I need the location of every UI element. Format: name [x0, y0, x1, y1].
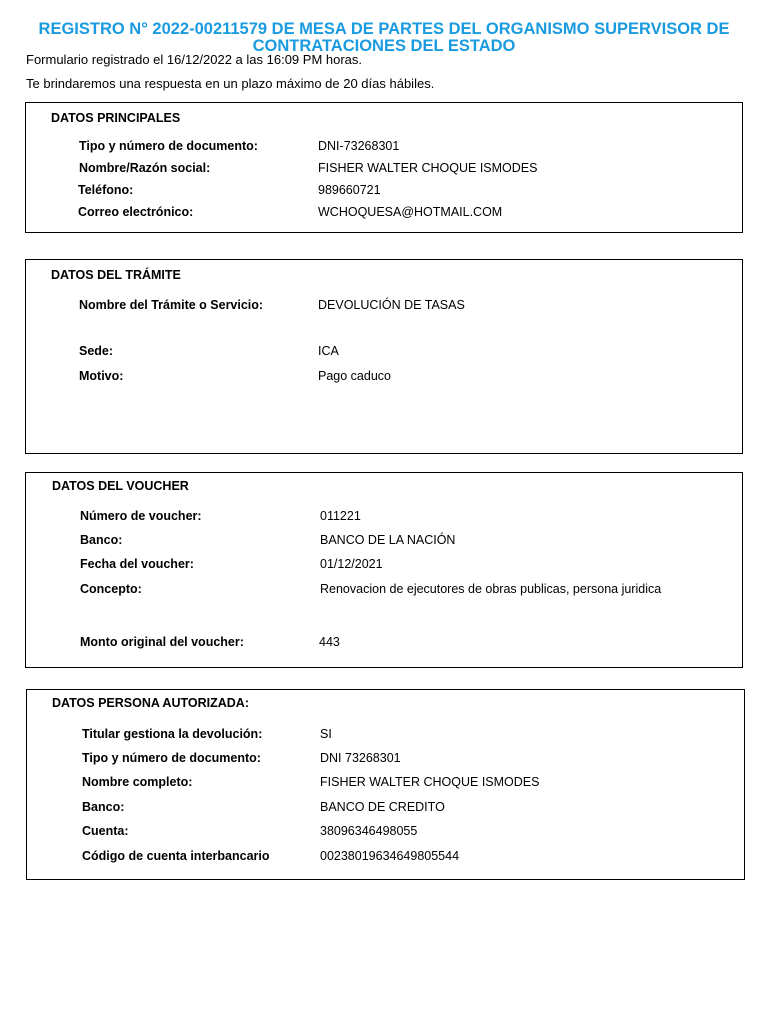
field-label: Nombre/Razón social: — [79, 161, 211, 175]
section-title: DATOS PERSONA AUTORIZADA: — [52, 696, 249, 710]
field-label: Correo electrónico: — [78, 205, 194, 219]
field-value: DNI-73268301 — [318, 139, 400, 153]
field-value: DNI 73268301 — [320, 751, 401, 765]
section-title: DATOS DEL TRÁMITE — [51, 268, 181, 282]
field-label: Monto original del voucher: — [80, 635, 244, 649]
title-line-1: REGISTRO N° 2022-00211579 DE MESA DE PARTES DEL ORGANISMO SUPERVISOR DE — [38, 20, 730, 38]
field-value: FISHER WALTER CHOQUE ISMODES — [318, 161, 538, 175]
field-value: 00238019634649805544 — [320, 849, 460, 863]
field-value: 443 — [319, 635, 340, 649]
field-value: DEVOLUCIÓN DE TASAS — [318, 298, 465, 312]
datos-principales-section — [25, 102, 743, 233]
field-label: Motivo: — [79, 369, 124, 383]
title-line-2: CONTRATACIONES DEL ESTADO — [252, 37, 516, 55]
field-value: 38096346498055 — [320, 824, 418, 838]
field-value: FISHER WALTER CHOQUE ISMODES — [320, 775, 540, 789]
datos-persona-section — [26, 689, 745, 880]
field-value: Pago caduco — [318, 369, 391, 383]
field-value: 989660721 — [318, 183, 381, 197]
registered-text: Formulario registrado el 16/12/2022 a las 16:09 PM horas. — [26, 52, 363, 67]
field-value: BANCO DE LA NACIÓN — [320, 533, 456, 547]
field-label: Código de cuenta interbancario — [82, 849, 270, 863]
field-label: Sede: — [79, 344, 114, 358]
field-label: Fecha del voucher: — [80, 557, 194, 571]
field-value: Renovacion de ejecutores de obras publicas, persona juridica — [320, 582, 662, 596]
field-value: 011221 — [320, 509, 361, 523]
datos-voucher-section — [25, 472, 743, 668]
page-title — [20, 21, 748, 55]
field-label: Concepto: — [80, 582, 142, 596]
response-text: Te brindaremos una respuesta en un plazo máximo de 20 días hábiles. — [26, 76, 435, 91]
field-label: Titular gestiona la devolución: — [82, 727, 263, 741]
field-value: 01/12/2021 — [320, 557, 383, 571]
section-title: DATOS DEL VOUCHER — [52, 479, 189, 493]
field-label: Nombre completo: — [82, 775, 193, 789]
field-label: Tipo y número de documento: — [82, 751, 261, 765]
datos-tramite-section — [25, 259, 743, 454]
field-value: SI — [320, 727, 332, 741]
field-label: Número de voucher: — [80, 509, 202, 523]
field-value: ICA — [318, 344, 339, 358]
section-title: DATOS PRINCIPALES — [51, 111, 181, 125]
field-value: WCHOQUESA@HOTMAIL.COM — [318, 205, 503, 219]
field-label: Teléfono: — [78, 183, 134, 197]
field-value: BANCO DE CREDITO — [320, 800, 445, 814]
field-label: Nombre del Trámite o Servicio: — [79, 298, 264, 312]
field-label: Cuenta: — [82, 824, 129, 838]
field-label: Tipo y número de documento: — [79, 139, 258, 153]
field-label: Banco: — [82, 800, 125, 814]
field-label: Banco: — [80, 533, 123, 547]
